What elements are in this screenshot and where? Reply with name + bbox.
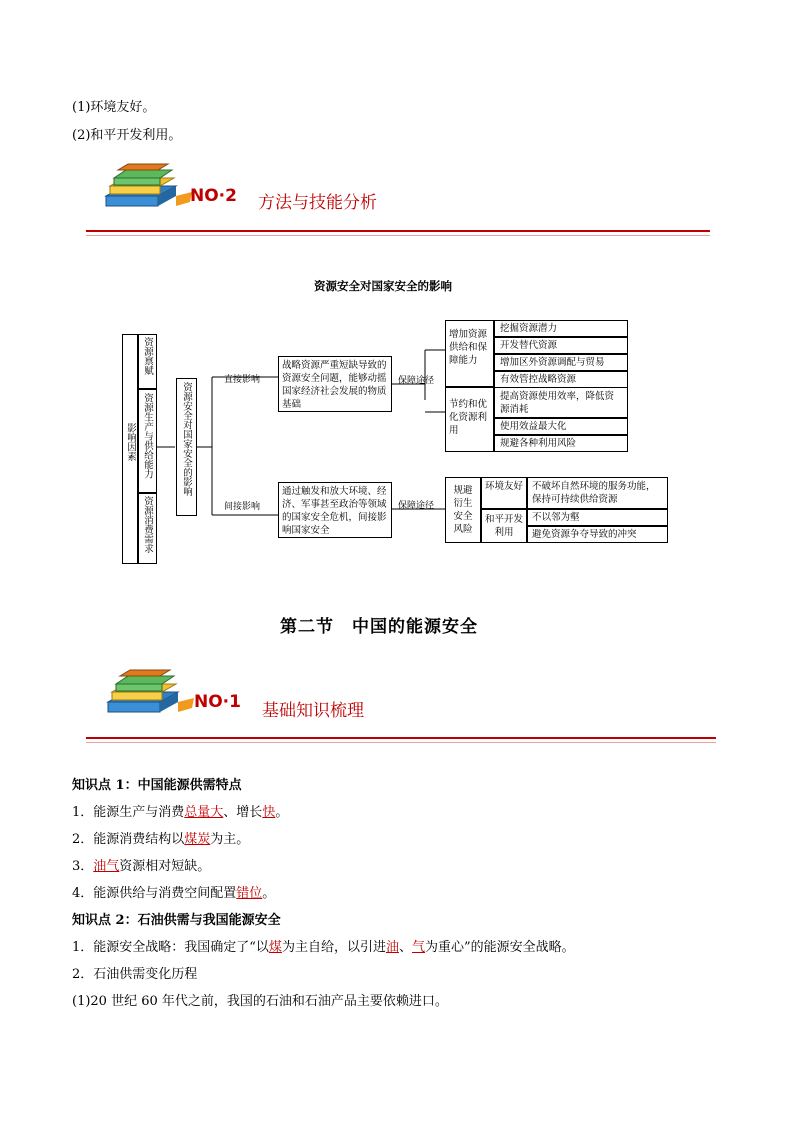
list-item [527,477,668,509]
text: 。 [262,886,276,901]
center-box [176,378,197,516]
indirect-impact-text: 通过触发和放大环境、经济、军事甚至政治等领域的国家安全危机，间接影响国家安全 [282,486,387,536]
list-item [72,828,249,847]
kp-title: 知识点 2：石油供需与我国能源安全 [72,913,281,928]
sub-label: 和平开发利用 [485,514,524,538]
answer-text: 气 [411,940,425,955]
list-item [494,337,628,354]
list-item [527,526,668,543]
text: 资源相对短缺。 [119,859,211,874]
list-item [494,387,628,418]
list-item [494,320,628,337]
answer-text: 错位 [236,886,263,901]
list-item [494,435,628,452]
factor-label: 资源消费需求 [142,496,153,553]
text: 2．能源消费结构以 [72,832,185,847]
item-text: 不以邻为壑 [532,512,580,523]
group-label-box [445,320,494,387]
sub-label: 环境友好 [485,481,524,492]
factor-box [138,334,157,389]
list-item [72,882,275,901]
item-text: 挖掘资源潜力 [500,323,558,334]
list-item [494,371,628,388]
center-label: 资源安全对国家安全的影响 [181,382,192,496]
group-label-box [445,477,481,543]
page-title: 第二节 中国的能源安全 [280,617,478,637]
item-text: 规避各种利用风险 [500,438,577,449]
factors-label-box [122,334,138,564]
answer-text: 油气 [93,859,120,874]
divider [86,742,716,743]
factor-box [138,493,157,564]
edge-label: 保障途径 [398,376,435,386]
edge-label: 直接影响 [224,375,261,385]
list-item [72,855,210,874]
item-text: 使用效益最大化 [500,421,567,432]
text: 1．能源生产与消费 [72,805,185,820]
answer-text: 煤 [268,940,282,955]
group-label: 规避衍生安全风险 [453,485,473,535]
list-item [494,354,628,371]
kp-title: 知识点 1：中国能源供需特点 [72,778,242,793]
section-title: 基础知识梳理 [262,701,364,721]
factor-label: 资源生产与供给能力 [142,393,153,479]
group-label: 增加资源供给和保障能力 [449,329,488,366]
divider [86,737,716,739]
item-text: 有效管控战略资源 [500,374,577,385]
item-text: 增加区外资源调配与贸易 [500,357,605,368]
group-label: 节约和优化资源利用 [449,399,488,436]
text: 4．能源供给与消费空间配置 [72,886,237,901]
answer-text: 总量大 [184,805,224,820]
item-text: 避免资源争夺导致的冲突 [532,529,637,540]
group-label-box [445,387,494,452]
item-text: 不破坏自然环境的服务功能，保持可持续供给资源 [532,481,656,505]
answer-text: 油 [385,940,399,955]
factor-label: 资源禀赋 [142,337,153,375]
books-icon [104,668,194,720]
list-item [72,801,288,820]
list-item [494,418,628,435]
answer-text: 快 [262,805,276,820]
indirect-impact-box [278,482,392,538]
sub-label-box [481,477,527,509]
list-item: (2)和平开发利用。 [72,128,182,143]
section-title: 方法与技能分析 [258,193,377,213]
list-item: (1)20 世纪 60 年代之前，我国的石油和石油产品主要依赖进口。 [72,994,448,1009]
section-number: NO·1 [194,692,241,712]
direct-impact-box [278,356,392,412]
section-number: NO·2 [190,186,237,206]
item-text: 开发替代资源 [500,340,558,351]
factors-label: 影响因素 [125,423,136,461]
edge-label: 保障途径 [398,501,435,511]
factor-box [138,389,157,493]
list-item [72,936,575,955]
text: 为主。 [210,832,250,847]
sub-label-box [481,509,527,543]
text: 、 [398,940,412,955]
text: 为主自给，以引进 [281,940,386,955]
list-item: (1)环境友好。 [72,100,156,115]
diagram-title: 资源安全对国家安全的影响 [314,279,452,293]
edge-label: 间接影响 [224,502,261,512]
direct-impact-text: 战略资源严重短缺导致的资源安全问题，能够动摇国家经济社会发展的物质基础 [282,360,387,410]
item-text: 提高资源使用效率，降低资源消耗 [500,391,615,415]
text: 3． [72,859,94,874]
list-item [527,509,668,526]
text: 、增长 [223,805,263,820]
answer-text: 煤炭 [184,832,211,847]
text: 为重心”的能源安全战略。 [425,940,575,955]
text: 。 [275,805,289,820]
text: 1．能源安全战略：我国确定了“以 [72,940,269,955]
list-item: 2．石油供需变化历程 [72,967,198,982]
